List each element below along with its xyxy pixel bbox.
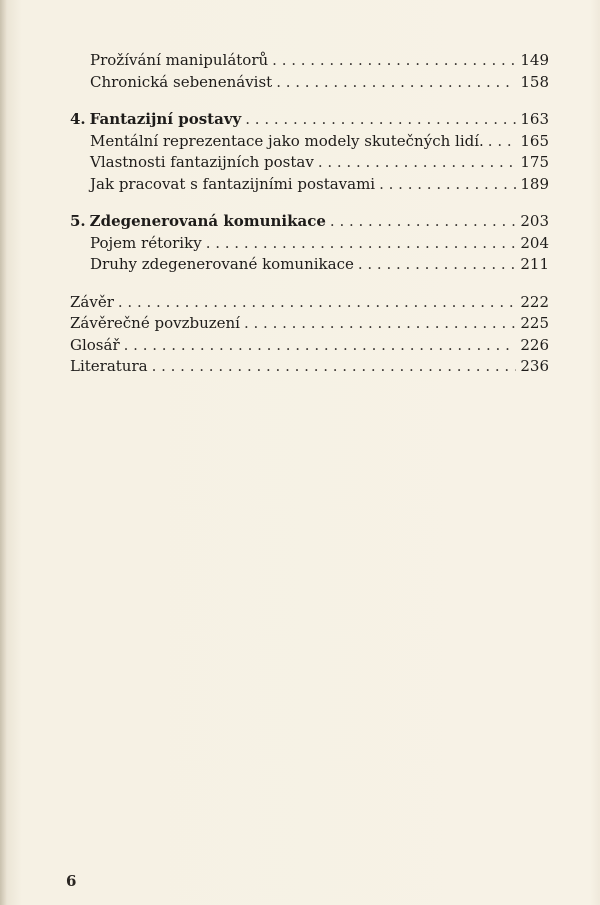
toc-entry xyxy=(70,72,549,94)
table-of-contents xyxy=(70,50,549,394)
toc-entry xyxy=(70,50,549,72)
toc-entry-page: 149 xyxy=(520,51,549,69)
toc-group-chapter-5 xyxy=(70,211,549,276)
leader-dots xyxy=(152,356,517,378)
toc-group-chapter-4 xyxy=(70,109,549,195)
leader-dots xyxy=(276,72,516,94)
toc-entry xyxy=(70,174,549,196)
toc-entry-page: 236 xyxy=(520,357,549,375)
toc-entry-title: Prožívání manipulátorů xyxy=(90,51,269,69)
leader-dots xyxy=(118,292,516,314)
chapter-number: 5. xyxy=(70,212,86,230)
toc-entry xyxy=(70,292,549,314)
leader-dots xyxy=(272,50,516,72)
toc-entry xyxy=(70,233,549,255)
leader-dots xyxy=(244,313,516,335)
toc-entry-title: Chronická sebenenávist xyxy=(90,72,273,91)
toc-chapter-heading xyxy=(70,109,549,131)
chapter-number: 4. xyxy=(70,110,86,128)
leader-dots xyxy=(318,152,517,174)
toc-entry xyxy=(70,356,549,378)
toc-entry-page: 189 xyxy=(520,174,549,193)
toc-entry-page: 211 xyxy=(520,255,549,273)
toc-entry-title: Druhy zdegenerované komunikace xyxy=(90,255,354,273)
chapter-page: 163 xyxy=(520,110,549,128)
page-number: 6 xyxy=(66,872,77,890)
leader-dots xyxy=(124,335,517,357)
chapter-title: Zdegenerovaná komunikace xyxy=(89,212,326,230)
toc-entry-title: Jak pracovat s fantazijními postavami xyxy=(90,174,376,193)
toc-entry-title: Glosář xyxy=(70,335,120,354)
toc-entry-page: 222 xyxy=(520,292,549,311)
toc-entry-title: Závěr xyxy=(70,292,114,311)
leader-dots xyxy=(245,109,516,131)
toc-chapter-heading xyxy=(70,211,549,233)
toc-entry-title: Pojem rétoriky xyxy=(90,233,202,252)
toc-entry xyxy=(70,152,549,174)
toc-entry-page: 158 xyxy=(520,72,549,91)
leader-dots xyxy=(379,174,516,196)
leader-dots xyxy=(206,233,517,255)
toc-entry-page: 165 xyxy=(520,131,549,150)
toc-entry-page: 225 xyxy=(520,314,549,332)
toc-entry-page: 204 xyxy=(520,233,549,252)
toc-group-chapter-3-tail xyxy=(70,50,549,93)
page-gutter-shadow xyxy=(0,0,6,905)
toc-entry-page: 175 xyxy=(520,153,549,171)
toc-entry xyxy=(70,131,549,153)
leader-dots xyxy=(330,211,516,233)
toc-entry-title: Mentální reprezentace jako modely skutečných lidí. xyxy=(90,131,484,150)
toc-entry xyxy=(70,313,549,335)
toc-entry-title: Závěrečné povzbuzení xyxy=(70,314,240,332)
toc-entry-title: Literatura xyxy=(70,357,148,375)
toc-entry xyxy=(70,254,549,276)
leader-dots xyxy=(488,131,517,153)
toc-entry-title: Vlastnosti fantazijních postav xyxy=(90,153,314,171)
toc-entry-page: 226 xyxy=(520,335,549,354)
chapter-title: Fantazijní postavy xyxy=(89,110,242,128)
toc-entry xyxy=(70,335,549,357)
toc-group-back-matter xyxy=(70,292,549,378)
chapter-page: 203 xyxy=(520,212,549,230)
leader-dots xyxy=(358,254,517,276)
